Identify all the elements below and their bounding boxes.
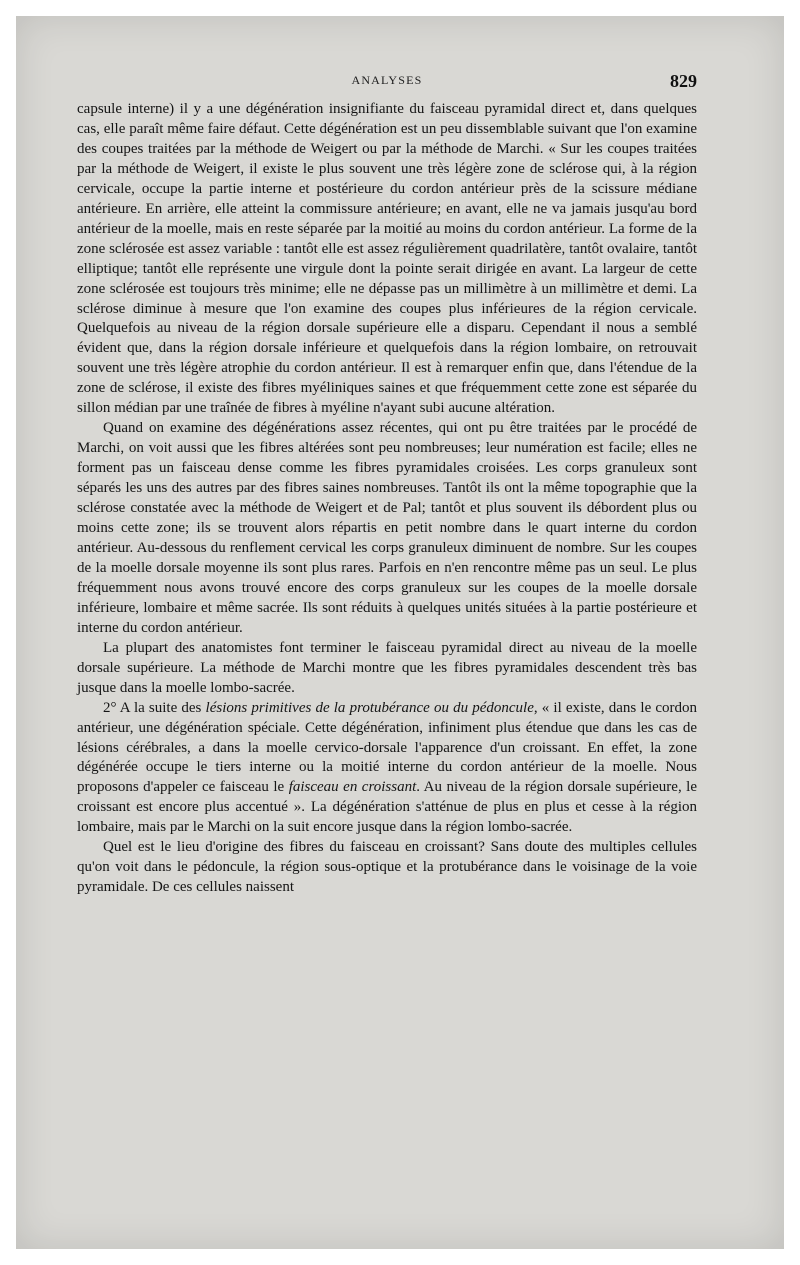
page-header — [77, 71, 697, 95]
body-text — [77, 100, 697, 898]
running-head: ANALYSES — [351, 73, 423, 87]
paragraph-2: Quand on examine des dégénérations assez récentes, qui ont pu être traitées par le procédé de Marchi, on voit aussi que les fibres altérées sont peu nombreuses; leur numération est facile; elles ne forment pas un faisceau dense comme les fibres pyramidales croisées. Les corps granuleux sont séparés les uns des autres par des fibres saines nombreuses. Tantôt ils ont la même topographie que la sclérose constatée avec la méthode de Weigert et de Pal; tantôt et plus souvent ils débordent plus ou moins cette zone; ils se trouvent alors répartis en petit nombre dans le quart interne du cordon antérieur. Au-dessous du renflement cervical les corps granuleux diminuent de nombre. Sur les coupes de la moelle dorsale moyenne ils sont plus rares. Parfois en n'en rencontre même pas un seul. Le plus fréquemment nous avons trouvé encore des corps granuleux sur les coupes de la moelle dorsale inférieure, lombaire et même sacrée. Ils sont réduits à quelques unités situées à la partie postérieure et interne du cordon antérieur. — [77, 420, 697, 636]
paragraph-4-part-1: 2° A la suite des — [103, 699, 206, 716]
italic-term-faisceau: faisceau en croissant — [288, 779, 417, 796]
paragraph-5: Quel est le lieu d'origine des fibres du faisceau en croissant? Sans doute des multiples cellules qu'on voit dans le pédoncule, la région sous-optique et la protubérance dans le voisinage de la voie pyramidale. De ces cellules naissent — [77, 839, 697, 896]
paragraph-4-part-3: . Au niveau de la région dorsale supérieure, le croissant est encore plus accentué ». La dégénération s'atténue de plus en plus et cesse à la région lombaire, mais par le Marchi on la suit encore jusque dans la région lombo-sacrée. — [77, 779, 697, 836]
page-number: 829 — [670, 71, 697, 91]
paragraph-4 — [77, 699, 697, 839]
paragraph-1: capsule interne) il y a une dégénération insignifiante du faisceau pyramidal direct et, dans quelques cas, elle paraît même faire défaut. Cette dégénération est un peu dissemblable suivant que l'on examine des coupes traitées par la méthode de Weigert ou par la méthode de Marchi. « Sur les coupes traitées par la méthode de Weigert, il existe le plus souvent une très légère zone de sclérose qui, à la région cervicale, occupe la partie interne et postérieure du cordon antérieur près de la scissure médiane antérieure. En arrière, elle atteint la commissure antérieure; en avant, elle ne va jamais jusqu'au bord antérieur de la moelle, mais en reste séparée par la moitié au moins du cordon antérieur. La forme de la zone sclérosée est assez variable : tantôt elle est assez régulièrement quadrilatère, tantôt ovalaire, tantôt elliptique; tantôt elle représente une virgule dont la pointe serait dirigée en avant. La largeur de cette zone sclérosée est toujours très minime; elle ne dépasse pas un millimètre à un millimètre et demi. La sclérose diminue à mesure que l'on examine des coupes plus inférieures de la région cervicale. Quelquefois au niveau de la région dorsale supérieure elle a disparu. Cependant il nous a semblé évident que, dans la région dorsale inférieure et quelquefois dans la région lombaire, on retrouvait souvent une très légère atrophie du cordon antérieur. Il est à remarquer enfin que, dans l'étendue de la zone de sclérose, il existe des fibres myéliniques saines et que fréquemment cette zone est séparée du sillon médian par une traînée de fibres à myéline n'ayant subi aucune altération. — [77, 101, 697, 417]
italic-term-lesions: lésions primitives de la protubérance ou du pédoncule — [205, 699, 534, 716]
paragraph-3: La plupart des anatomistes font terminer le faisceau pyramidal direct au niveau de la moelle dorsale supérieure. La méthode de Marchi montre que les fibres pyramidales descendent très bas jusque dans la moelle lombo-sacrée. — [77, 639, 697, 696]
paragraph-4-part-2: , « il existe, dans le cordon antérieur, une dégénération spéciale. Cette dégénération, infiniment plus étendue que dans les cas de lésions cérébrales, a dans la moelle cervico-dorsale l'apparence d'un croissant. En effet, la zone dégénérée occupe le tiers interne ou la moitié interne du cordon antérieur de la moelle. Nous proposons d'appeler ce faisceau le — [77, 699, 698, 796]
